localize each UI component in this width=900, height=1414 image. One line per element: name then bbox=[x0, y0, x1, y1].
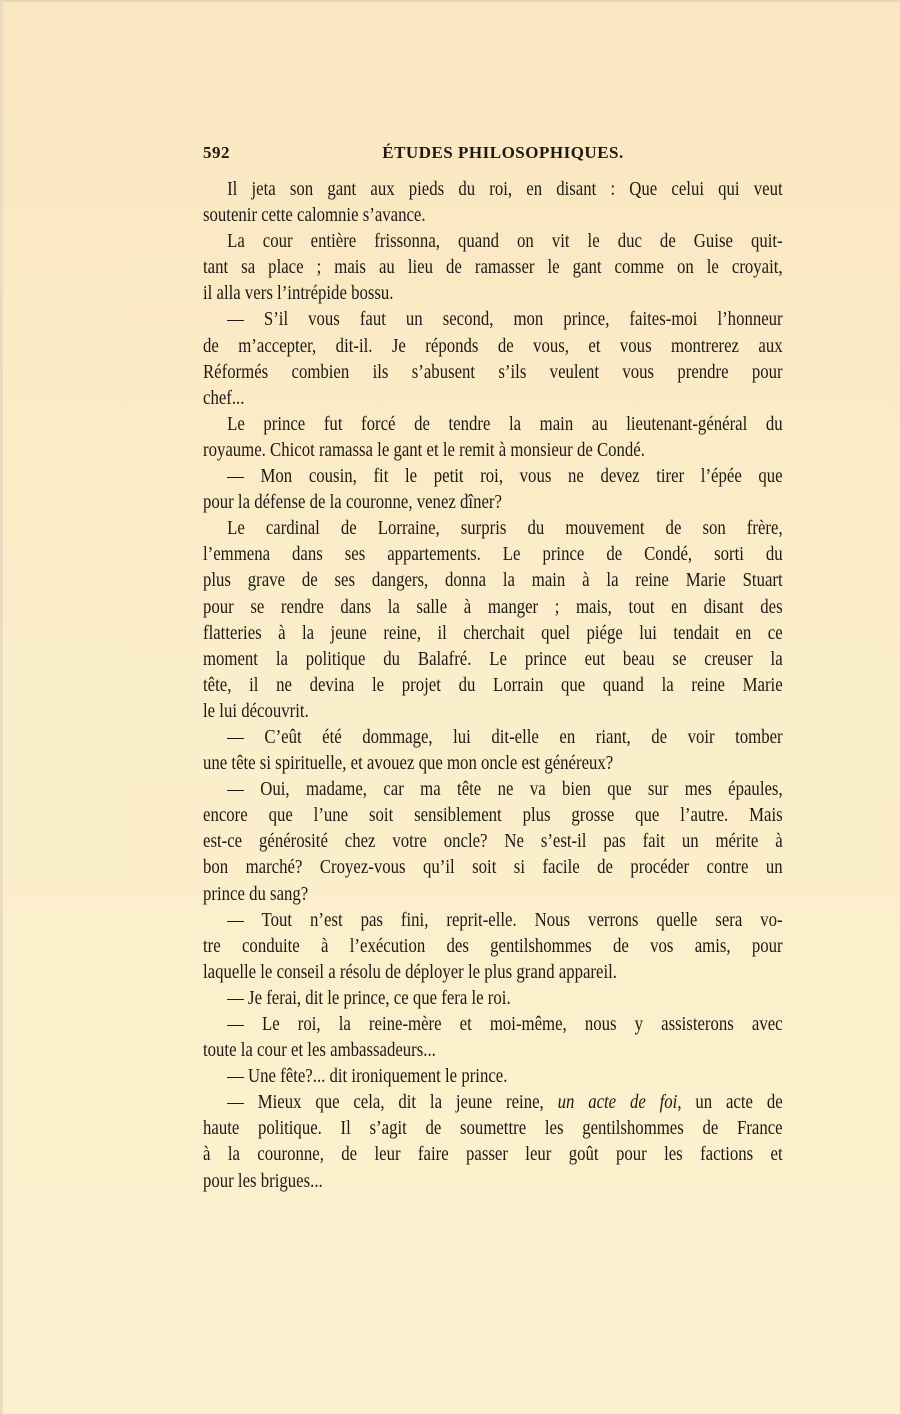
text-line: tre conduite à l’exécution des gentilshommes de vos amis, pour bbox=[203, 935, 783, 957]
text-line: Le prince fut forcé de tendre la main au lieutenant-général du bbox=[227, 413, 783, 435]
text-block bbox=[203, 177, 783, 1195]
italic-phrase: un acte de foi bbox=[557, 1092, 678, 1114]
paragraph bbox=[203, 1064, 783, 1090]
text-line: laquelle le conseil a résolu de déployer le plus grand appareil. bbox=[203, 961, 617, 983]
page-body bbox=[203, 177, 783, 1195]
text-line: de m’accepter, dit-il. Je réponds de vous, et vous montrerez aux bbox=[203, 335, 783, 357]
text-line: pour se rendre dans la salle à manger ; mais, tout en disant des bbox=[203, 596, 783, 618]
text-line: Le cardinal de Lorraine, surpris du mouvement de son frère, bbox=[227, 518, 783, 540]
paragraph bbox=[203, 307, 783, 411]
text-line: est-ce générosité chez votre oncle? Ne s’est-il pas fait un mérite à bbox=[203, 831, 783, 853]
text-line: Il jeta son gant aux pieds du roi, en disant : Que celui qui veut bbox=[227, 179, 783, 200]
text-line: pour la défense de la couronne, venez dîner? bbox=[203, 492, 502, 514]
page-edge-left bbox=[0, 0, 3, 1414]
text-line: bon marché? Croyez-vous qu’il soit si facile de procéder contre un bbox=[203, 857, 783, 879]
paragraph bbox=[203, 229, 783, 307]
paragraph bbox=[203, 516, 783, 725]
paragraph bbox=[203, 1090, 783, 1194]
text-line: une tête si spirituelle, et avouez que mon oncle est généreux? bbox=[203, 753, 614, 775]
text-line: La cour entière frissonna, quand on vit le duc de Guise quit- bbox=[227, 231, 783, 253]
page-edge-top bbox=[0, 0, 900, 2]
text-line: — Le roi, la reine-mère et moi-même, nous y assisterons avec bbox=[227, 1014, 783, 1035]
paragraph bbox=[203, 1012, 783, 1064]
text-segment: à la couronne, de leur faire passer leur goût pour les factions et bbox=[203, 1144, 783, 1166]
paragraph bbox=[203, 464, 783, 516]
text-line: plus grave de ses dangers, donna la main à la reine Marie Stuart bbox=[203, 570, 783, 592]
text-line: flatteries à la jeune reine, il cherchait quel piége lui tendait en ce bbox=[203, 622, 783, 644]
text-line: — Mon cousin, fit le petit roi, vous ne devez tirer l’épée que bbox=[227, 466, 783, 488]
text-line: il alla vers l’intrépide bossu. bbox=[203, 283, 394, 305]
text-line: l’emmena dans ses appartements. Le prince de Condé, sorti du bbox=[203, 544, 783, 566]
text-line bbox=[203, 1116, 783, 1142]
text-line: tant sa place ; mais au lieu de ramasser le gant comme on le croyait, bbox=[203, 257, 783, 279]
text-line: — Je ferai, dit le prince, ce que fera le roi. bbox=[227, 987, 511, 1009]
text-line: prince du sang? bbox=[203, 883, 309, 905]
text-line bbox=[203, 1090, 783, 1116]
paragraph bbox=[203, 725, 783, 777]
paragraph bbox=[203, 777, 783, 907]
text-segment: — Mieux que cela, dit la jeune reine, bbox=[227, 1092, 558, 1114]
text-segment: , un acte de bbox=[677, 1092, 783, 1114]
running-title: ÉTUDES PHILOSOPHIQUES. bbox=[382, 143, 624, 162]
text-segment: pour les brigues... bbox=[203, 1170, 323, 1192]
text-line: tête, il ne devina le projet du Lorrain que quand la reine Marie bbox=[203, 674, 783, 696]
paragraph bbox=[203, 412, 783, 464]
text-line: soutenir cette calomnie s’avance. bbox=[203, 205, 426, 227]
paragraph bbox=[203, 986, 783, 1012]
paragraph bbox=[203, 177, 783, 229]
text-line: chef... bbox=[203, 387, 245, 409]
text-line: le lui découvrit. bbox=[203, 700, 309, 722]
text-line: moment la politique du Balafré. Le prince eut beau se creuser la bbox=[203, 648, 783, 670]
text-line: — C’eût été dommage, lui dit-elle en riant, de voir tomber bbox=[227, 726, 783, 748]
page-number: 592 bbox=[203, 143, 230, 162]
text-line: — Une fête?... dit ironiquement le prince. bbox=[227, 1066, 508, 1088]
text-line bbox=[203, 1142, 783, 1168]
paragraph bbox=[203, 908, 783, 986]
text-line bbox=[203, 1169, 783, 1195]
text-line: encore que l’une soit sensiblement plus grosse que l’autre. Mais bbox=[203, 805, 783, 827]
text-line: Réformés combien ils s’abusent s’ils veulent vous prendre pour bbox=[203, 361, 783, 383]
text-line: — Tout n’est pas fini, reprit-elle. Nous verrons quelle sera vo- bbox=[227, 909, 783, 931]
text-line: — Oui, madame, car ma tête ne va bien que sur mes épaules, bbox=[227, 779, 783, 801]
page-header bbox=[203, 143, 783, 169]
text-line: toute la cour et les ambassadeurs... bbox=[203, 1040, 436, 1062]
text-segment: haute politique. Il s’agit de soumettre les gentilshommes de France bbox=[203, 1118, 783, 1140]
text-line: — S’il vous faut un second, mon prince, faites-moi l’honneur bbox=[227, 309, 783, 331]
text-line: royaume. Chicot ramassa le gant et le remit à monsieur de Condé. bbox=[203, 439, 645, 461]
